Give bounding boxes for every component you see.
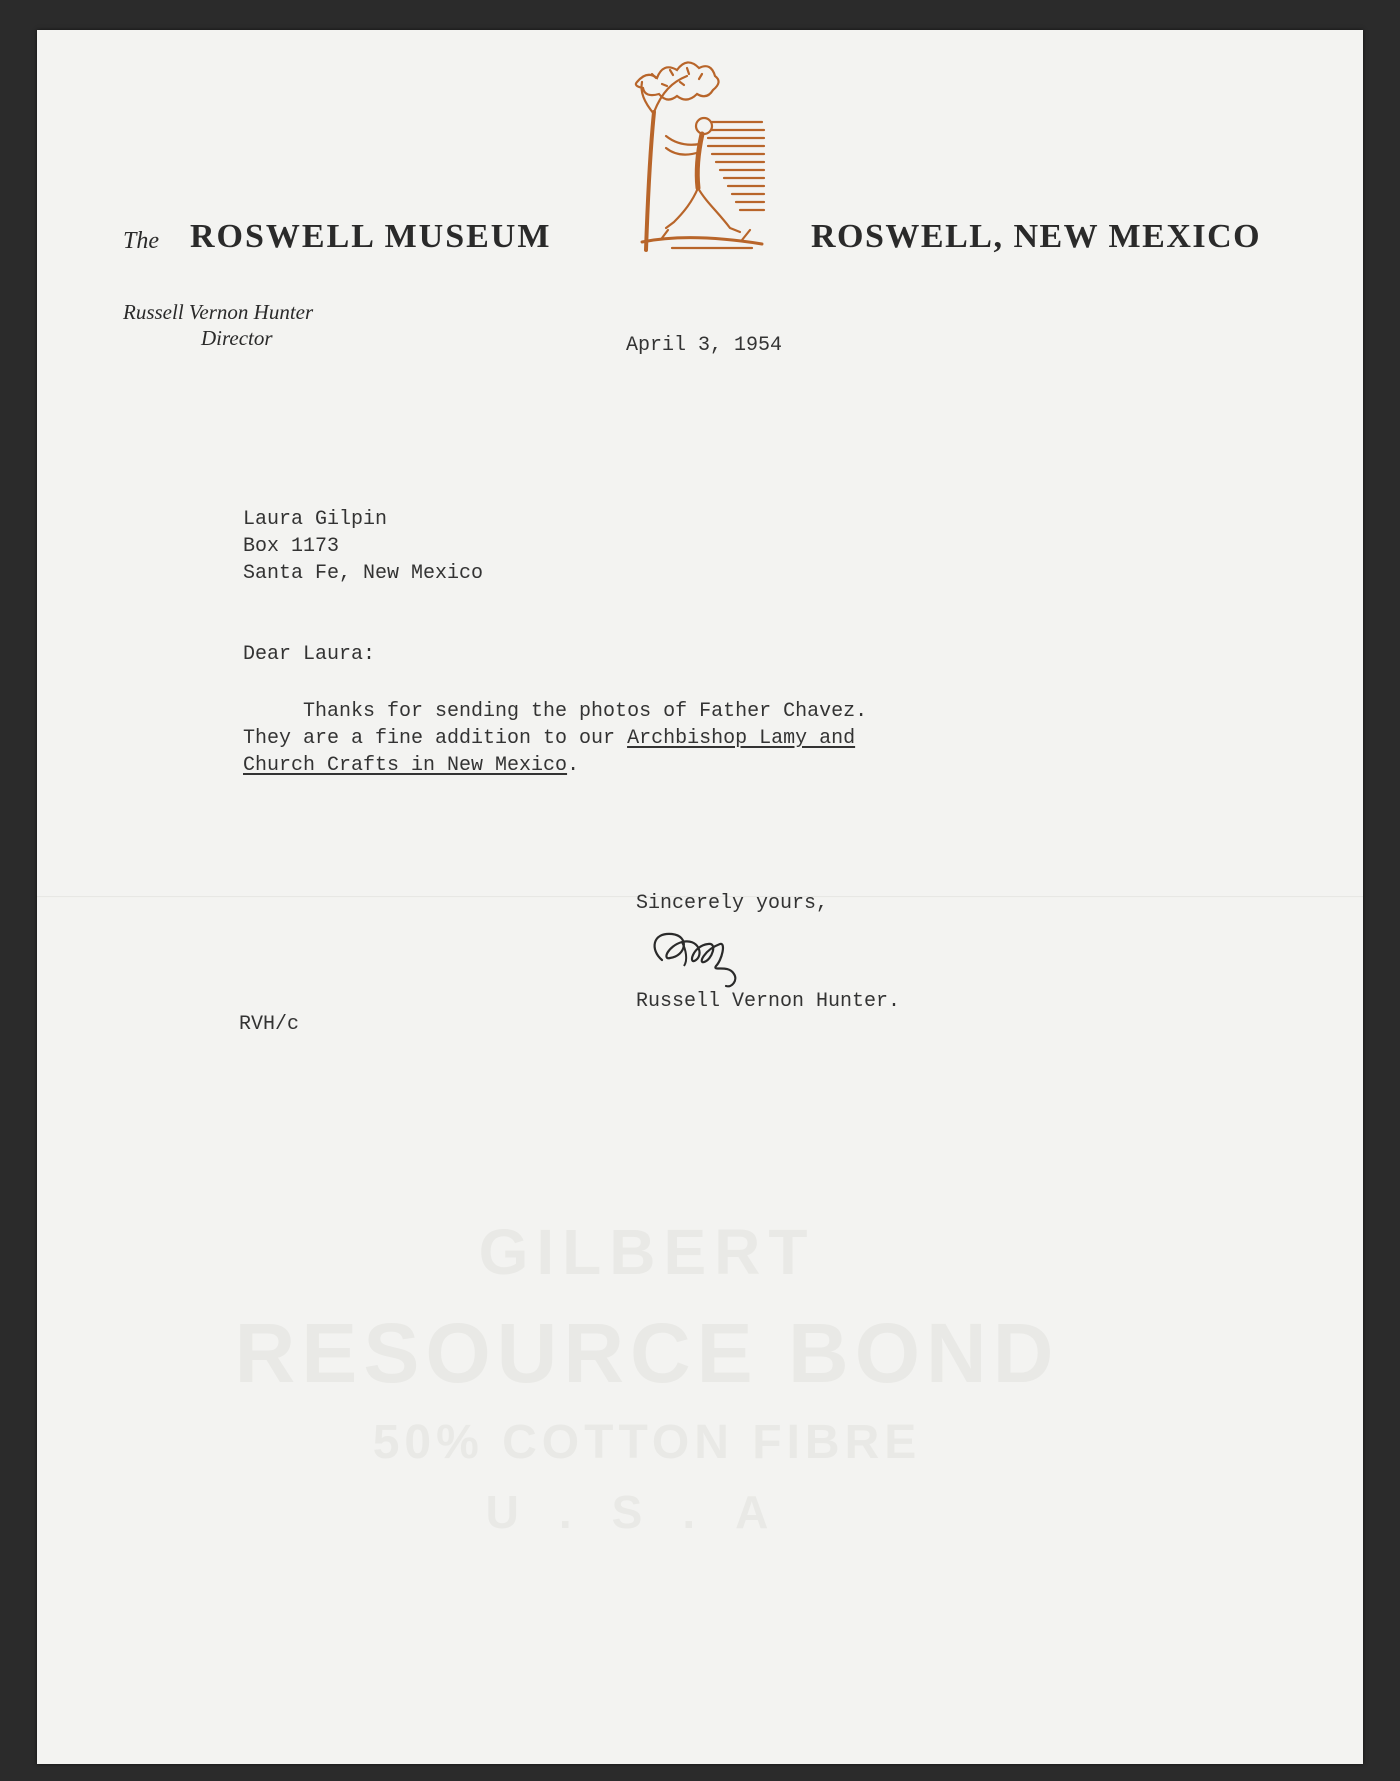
exhibition-title-part-1: Archbishop Lamy and	[627, 727, 856, 750]
watermark-line-1: GILBERT	[478, 1216, 816, 1288]
letter-date: April 3, 1954	[626, 334, 783, 357]
salutation: Dear Laura:	[243, 643, 376, 666]
letterhead-city: ROSWELL, NEW MEXICO	[811, 218, 1262, 255]
recipient-box: Box 1173	[243, 535, 340, 558]
handwritten-signature	[642, 920, 792, 992]
director-name: Russell Vernon Hunter	[123, 300, 314, 324]
body-line-3-end: .	[567, 754, 580, 777]
body-line-3	[243, 752, 867, 779]
signer-name: Russell Vernon Hunter.	[636, 990, 901, 1013]
exhibition-title-part-2: Church Crafts in New Mexico	[243, 754, 568, 777]
recipient-address	[243, 506, 483, 587]
letterhead-the: The	[123, 228, 159, 254]
paper-watermark	[217, 1215, 1077, 1539]
body-line-1: Thanks for sending the photos of Father Chavez.	[243, 700, 868, 723]
body-line-2-text: They are a fine addition to our	[243, 727, 628, 750]
director-title: Director	[201, 326, 273, 350]
watermark-line-4: U.S.A	[485, 1486, 809, 1538]
letter-page	[37, 30, 1363, 1764]
typist-initials: RVH/c	[239, 1013, 300, 1036]
recipient-city: Santa Fe, New Mexico	[243, 562, 484, 585]
recipient-name: Laura Gilpin	[243, 508, 388, 531]
closing: Sincerely yours,	[636, 892, 829, 915]
letterhead-museum-name: ROSWELL MUSEUM	[190, 218, 552, 255]
museum-logo-icon	[632, 52, 767, 252]
watermark-line-2: RESOURCE BOND	[234, 1306, 1060, 1400]
watermark-line-3: 50% COTTON FIBRE	[372, 1416, 922, 1469]
body-line-2	[243, 725, 867, 752]
letter-body	[243, 698, 867, 779]
